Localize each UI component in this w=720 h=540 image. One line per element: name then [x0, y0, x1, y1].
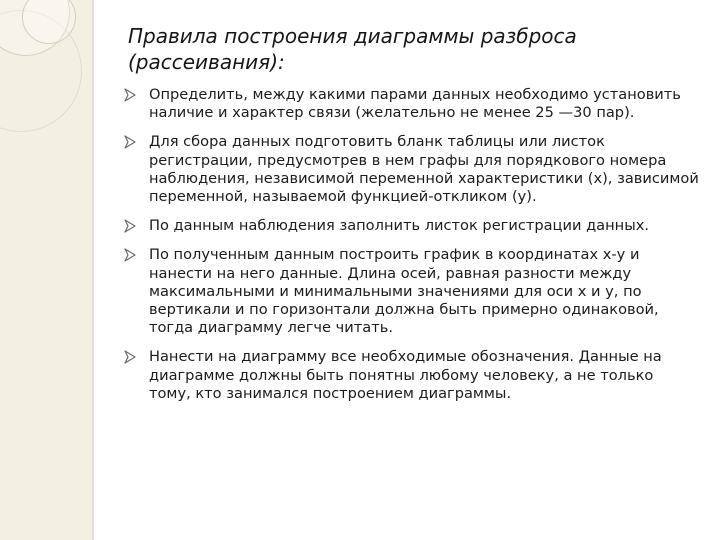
slide-title-line-2: (рассеивания):	[128, 50, 285, 74]
list-item-text: Определить, между какими парами данных необходимо установить наличие и характер связи (желательно не менее 25 —30 пар).	[149, 86, 681, 122]
list-item-text: Для сбора данных подготовить бланк таблицы или листок регистрации, предусмотрев в нем графы для порядкового номера наблюдения, независимой переменной характеристики (х), зависимой переменной, называемой функцией-откликом (у).	[149, 133, 699, 206]
rules-list	[124, 86, 699, 403]
list-item	[124, 217, 699, 235]
arrowhead-bullet-icon	[124, 219, 136, 233]
arrowhead-bullet-icon	[124, 350, 136, 364]
list-item	[124, 348, 699, 403]
slide-title	[128, 23, 688, 75]
slide-title-line-1: Правила построения диаграммы разброса	[128, 24, 577, 48]
list-item-text: По полученным данным построить график в координатах х-у и нанести на него данные. Длина осей, равная разности между максимальными и минимальными значениями для оси х и у, по вертикали и по горизонтали должна быть примерно одинаковой, тогда диаграмму легче читать.	[149, 246, 659, 337]
list-item-text: По данным наблюдения заполнить листок регистрации данных.	[149, 217, 650, 235]
list-item	[124, 86, 699, 122]
arrowhead-bullet-icon	[124, 88, 136, 102]
list-item-text: Нанести на диаграмму все необходимые обозначения. Данные на диаграмме должны быть понятны любому человеку, а не только тому, кто занимался построением диаграммы.	[149, 348, 662, 402]
list-item	[124, 133, 699, 206]
arrowhead-bullet-icon	[124, 135, 136, 149]
list-item	[124, 246, 699, 337]
arrowhead-bullet-icon	[124, 248, 136, 262]
band-divider	[92, 0, 94, 540]
